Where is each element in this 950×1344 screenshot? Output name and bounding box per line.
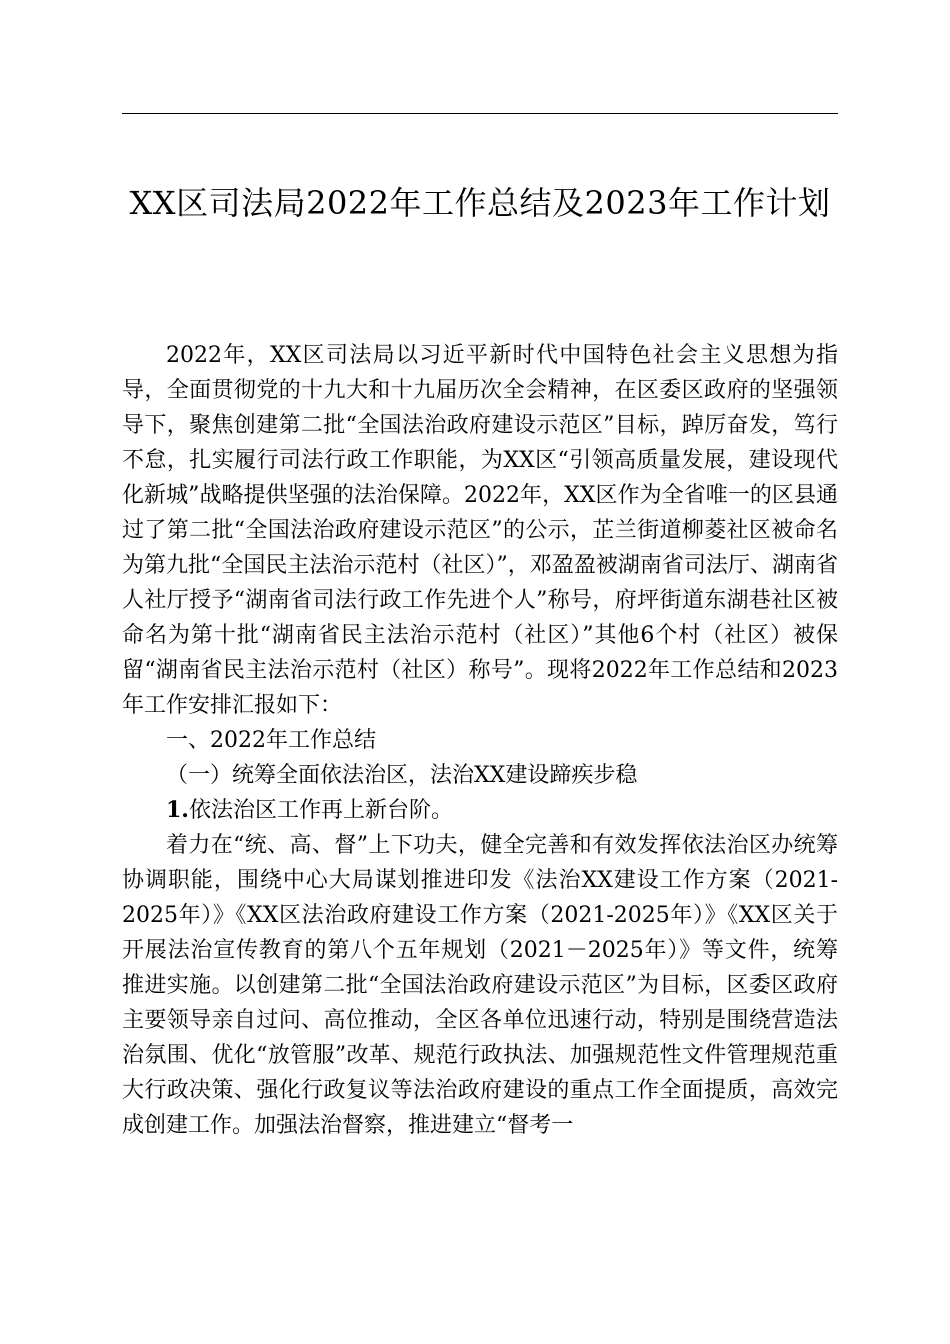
section-heading: 一、2022年工作总结 [166,728,376,753]
item-title: 依法治区工作再上新台阶。 [188,798,453,823]
body-paragraph: 着力在“统、高、督”上下功夫，健全完善和有效发挥依法治区办统筹协调职能，围绕中心大局谋划推进印发《法治XX建设工作方案（2021-2025年）》《XX区法治政府建设工作方案（2021-2025年）》《XX区关于开展法治宣传教育的第八个五年规划（2021－2025年）》等文件，统筹推进实施。以创建第二批“全国法治政府建设示范区”为目标，区委区政府主要领导亲自过问、高位推动，全区各单位迅速行动，特别是围绕营造法治氛围、优化“放管服”改革、规范行政执法、加强规范性文件管理规范重大行政决策、强化行政复议等法治政府建设的重点工作全面提质，高效完成创建工作。加强法治督察，推进建立“督考一 [122,833,838,1138]
subsection-heading: （一）统筹全面依法治区，法治XX建设蹄疾步稳 [166,763,638,788]
item-heading [122,793,838,828]
intro-paragraph: 2022年，XX区司法局以习近平新时代中国特色社会主义思想为指导，全面贯彻党的十九大和十九届历次全会精神，在区委区政府的坚强领导下，聚焦创建第二批“全国法治政府建设示范区”目标，踔厉奋发，笃行不怠，扎实履行司法行政工作职能，为XX区“引领高质量发展，建设现代化新城”战略提供坚强的法治保障。2022年，XX区作为全省唯一的区县通过了第二批“全国法治政府建设示范区”的公示，芷兰街道柳菱社区被命名为第九批“全国民主法治示范村（社区）”，邓盈盈被湖南省司法厅、湖南省人社厅授予“湖南省司法行政工作先进个人”称号，府坪街道东湖巷社区被命名为第十批“湖南省民主法治示范村（社区）”其他6个村（社区）被保留“湖南省民主法治示范村（社区）称号”。现将2022年工作总结和2023年工作安排汇报如下： [122,343,838,718]
document-body [122,338,838,1143]
document-title: XX区司法局2022年工作总结及2023年工作计划 [129,184,831,222]
item-number: 1. [166,797,189,823]
header-rule [122,113,838,114]
